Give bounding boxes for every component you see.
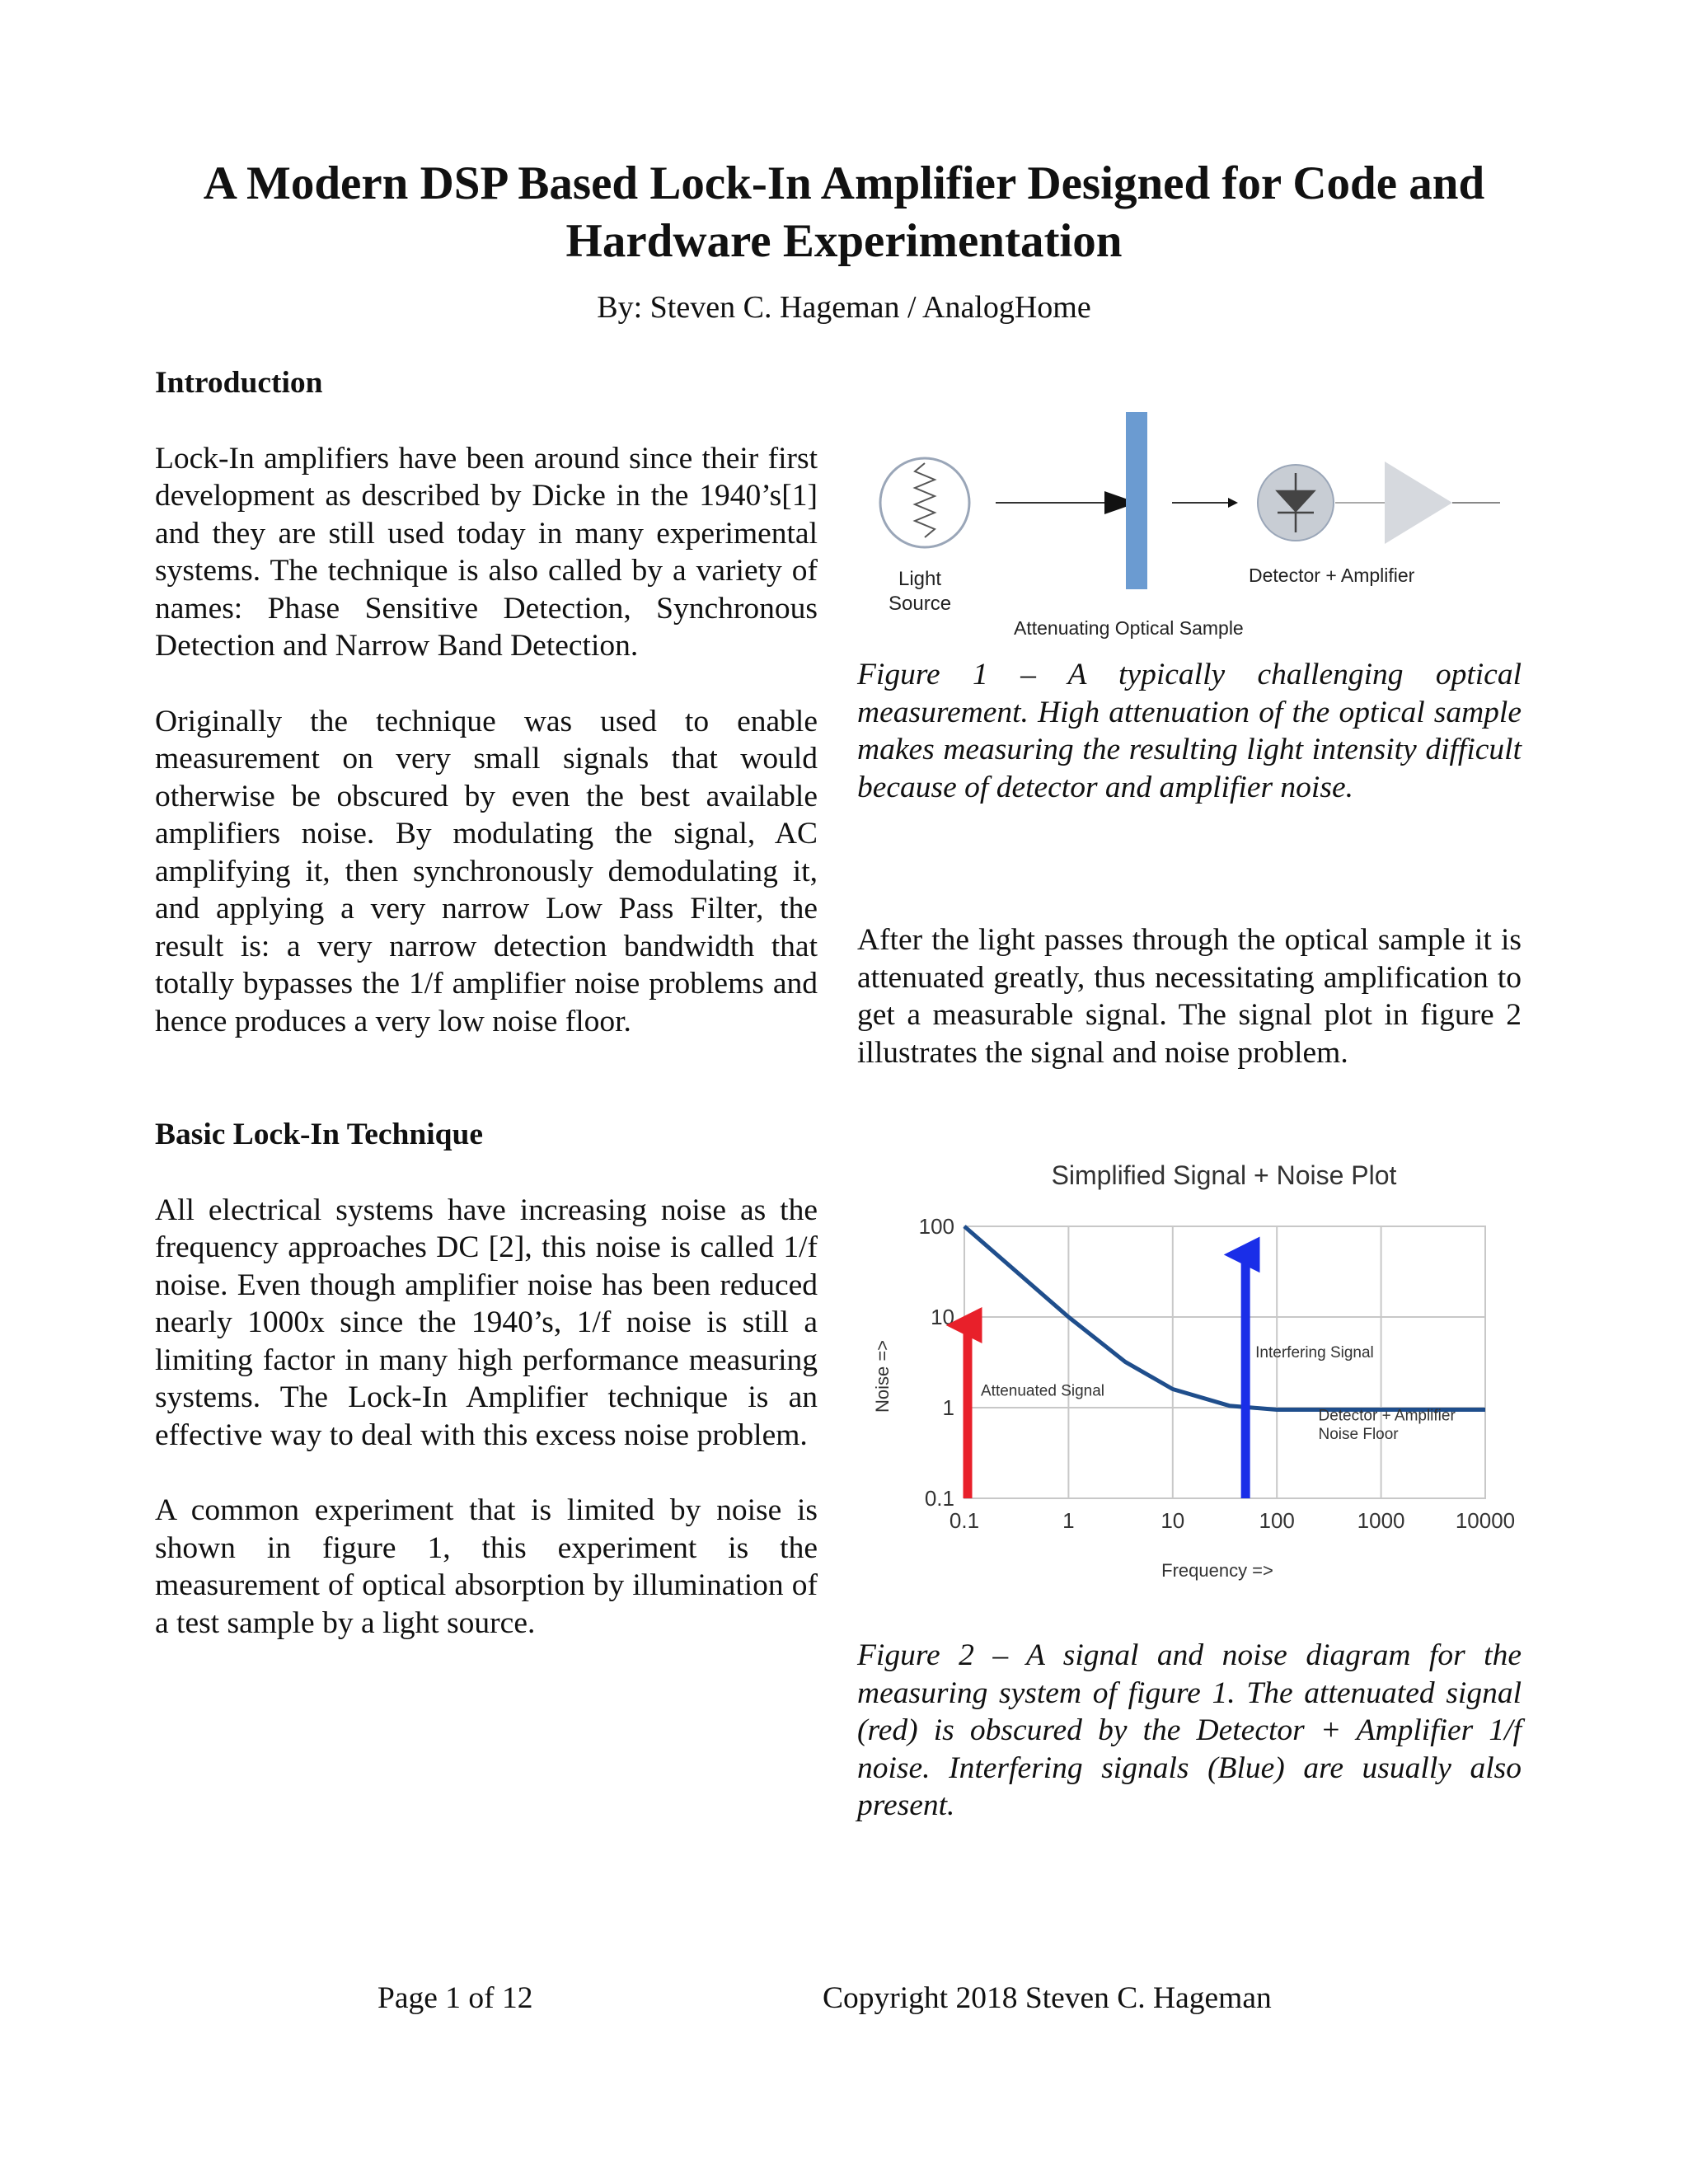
noise-floor-annotation-line2: Noise Floor	[1318, 1426, 1399, 1444]
figure-1-caption: Figure 1 – A typically challenging optical measurement. High attenuation of the optical sample makes measuring the resulting light intensity difficult because of detector and amplifier noise.	[857, 658, 1522, 804]
optical-sample-bar	[1126, 412, 1147, 589]
intro-paragraph-2: Originally the technique was used to enable measurement on very small signals that would otherwise be obscured by even the best available amplifiers noise. By modulating the signal, AC amplifying it, then synchronously demodulating it, and applying a very narrow Low Pass Filter, the result is: a very narrow detection bandwidth that totally bypasses the 1/f amplifier noise problems and hence produces a very low noise floor.	[155, 704, 818, 1038]
amplifier-triangle-icon	[1385, 462, 1452, 544]
byline: By: Steven C. Hageman / AnalogHome	[597, 290, 1091, 325]
plot-frame	[964, 1226, 1485, 1498]
right-paragraph-1: After the light passes through the optical sample it is attenuated greatly, thus necessitating amplification to get a measurable signal. The signal plot in figure 2 illustrates the signal and noise problem.	[857, 923, 1522, 1070]
paper-title: A Modern DSP Based Lock-In Amplifier Designed for Code and Hardware Experimentation	[203, 157, 1485, 267]
x-tick-label: 100	[1259, 1508, 1295, 1533]
x-tick-label: 1	[1062, 1508, 1075, 1533]
basic-paragraph-2: A common experiment that is limited by noise is shown in figure 1, this experiment is the measurement of optical absorption by illumination of a test sample by a light source.	[155, 1493, 818, 1640]
chart-gridlines	[964, 1226, 1485, 1498]
chart-arrows	[968, 1254, 1245, 1498]
attenuated-beam-arrowhead	[1228, 498, 1238, 508]
light-source-bulb	[880, 458, 969, 547]
attenuated-signal-label: Attenuated Signal	[981, 1382, 1105, 1400]
x-tick-label: 10000	[1455, 1508, 1516, 1533]
figure-2-caption: Figure 2 – A signal and noise diagram for the measuring system of figure 1. The attenuated signal (red) is obscured by the Detector + Amplifier 1/f noise. Interfering signals (Blue) are usually also present.	[857, 1638, 1522, 1822]
basic-technique-heading: Basic Lock-In Technique	[155, 1118, 484, 1151]
y-tick-label: 10	[931, 1305, 954, 1329]
basic-paragraph-1: All electrical systems have increasing noise as the frequency approaches DC [2], this noise is called 1/f noise. Even though amplifier noise has been reduced nearly 1000x since the 1940’s, 1/f noise is still a limiting factor in many high performance measuring systems. The Lock-In Amplifier technique is an effective way to deal with this excess noise problem.	[155, 1193, 818, 1452]
optical-sample-label: Attenuating Optical Sample	[1014, 617, 1244, 639]
intro-paragraph-1: Lock-In amplifiers have been around since their first development as described by Dicke in the 1940’s[1] and they are still used today in many experimental systems. The technique is also called by a variety of names: Phase Sensitive Detection, Synchronous Detection and Narrow Band Detection.	[155, 441, 818, 663]
intro-heading: Introduction	[155, 366, 323, 400]
chart-title: Simplified Signal + Noise Plot	[1051, 1160, 1397, 1190]
right-column	[857, 921, 1522, 1071]
x-tick-label: 0.1	[949, 1508, 980, 1533]
light-source-label-line2: Source	[889, 593, 952, 615]
y-tick-label: 100	[918, 1214, 954, 1239]
noise-floor-annotation-line1: Detector + Amplifier	[1318, 1407, 1456, 1425]
figure-2-chart	[857, 1150, 1522, 1595]
copyright: Copyright 2018 Steven C. Hageman	[823, 1981, 1272, 2015]
left-column	[155, 364, 818, 1642]
x-axis-label: Frequency =>	[1161, 1560, 1273, 1581]
interfering-signal-label: Interfering Signal	[1255, 1343, 1374, 1361]
light-source-label-line1: Light	[898, 568, 942, 590]
y-tick-label: 0.1	[924, 1486, 954, 1511]
y-axis-label: Noise =>	[872, 1339, 893, 1413]
detector-amplifier-label: Detector + Amplifier	[1249, 565, 1415, 586]
figure-1-diagram	[865, 387, 1508, 651]
page-number: Page 1 of 12	[377, 1981, 533, 2015]
x-tick-label: 1000	[1357, 1508, 1405, 1533]
x-tick-label: 10	[1160, 1508, 1185, 1533]
y-tick-label: 1	[942, 1395, 954, 1420]
